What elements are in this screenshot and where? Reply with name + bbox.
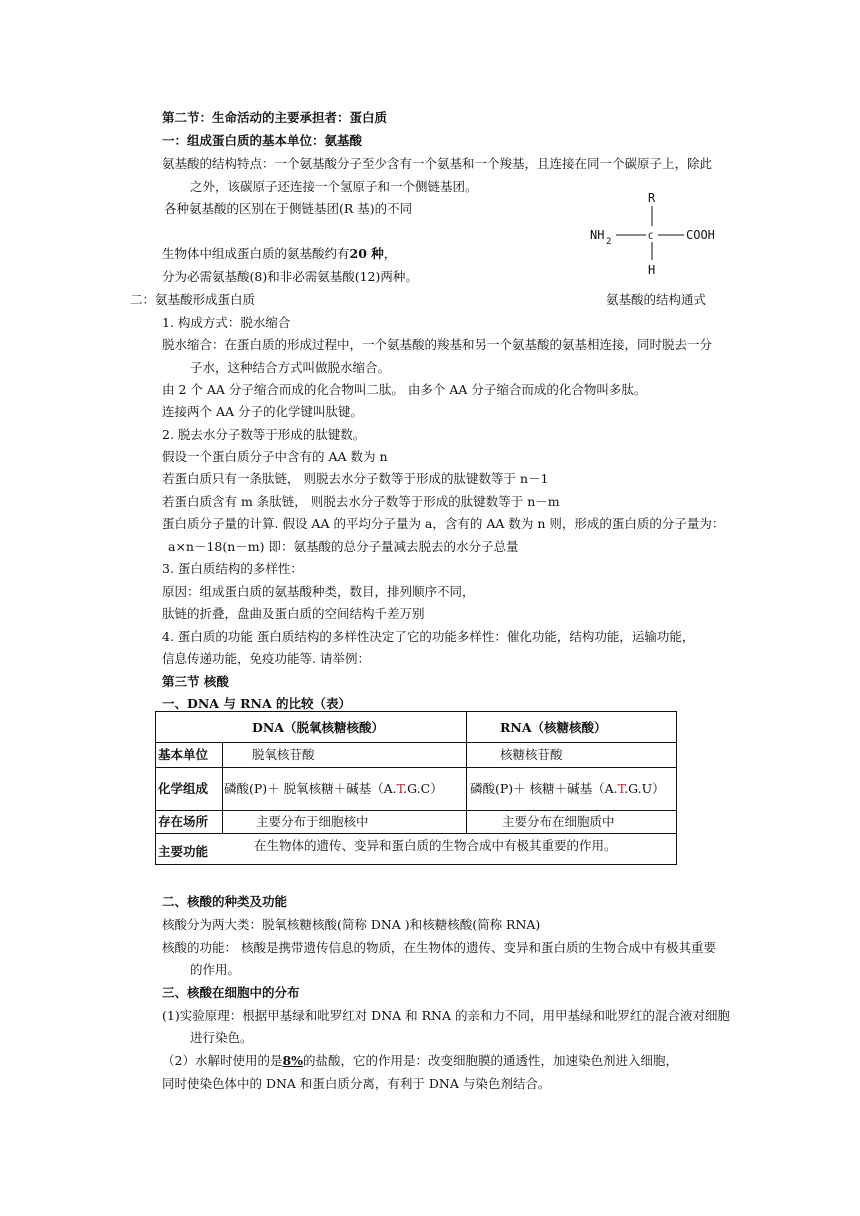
dna-composition-b: .G.C） [403,781,443,796]
amino-count-post: ， [383,246,397,261]
formula-h: H [648,263,656,277]
paragraph-two-types: 核酸分为两大类：脱氧核糖核酸(简称 DNA )和核糖核酸(简称 RNA) [162,917,541,932]
paragraph-functions: 信息传递功能，免疫功能等. 请举例： [162,651,370,666]
paragraph-aa-count: 假设一个蛋白质分子中含有的 AA 数为 n [162,449,388,464]
header-rna: RNA（核糖核酸） [500,720,607,735]
hydrolysis-percent: 8% [282,1053,304,1068]
table-row [156,834,676,864]
point-4: 4. 蛋白质的功能 蛋白质结构的多样性决定了它的功能多样性：催化功能，结构功能，运输功能， [162,629,695,644]
paragraph-nucleic-function-cont: 的作用。 [190,962,241,977]
paragraph-structure-feature-cont: 之外，该碳原子还连接一个氢原子和一个侧链基团。 [190,179,478,194]
table-header-row [156,712,676,743]
amino-acid-structural-formula [588,186,728,278]
row-label-location: 存在场所 [158,814,209,829]
paragraph-hydrolysis [162,1053,678,1069]
paragraph-diversity-cause: 原因：组成蛋白质的氨基酸种类，数目，排列顺序不同， [162,584,475,599]
paragraph-experiment-principle-cont: 进行染色。 [190,1030,253,1045]
heading-dna-rna-compare: 一、DNA 与 RNA 的比较（表） [162,696,352,711]
point-3: 3. 蛋白质结构的多样性： [162,561,303,576]
paragraph-mass-calc: 蛋白质分子量的计算. 假设 AA 的平均分子量为 a，含有的 AA 数为 n 则，形成的蛋白质的分子量为： [162,516,725,531]
formula-r: R [648,191,656,205]
nucleic-function: 在生物体的遗传、变异和蛋白质的生物合成中有极其重要的作用。 [254,838,617,853]
table-row [156,811,676,834]
table-row [156,768,676,811]
row-label-composition: 化学组成 [158,781,209,796]
heading-amino-acid-unit: 一：组成蛋白质的基本单位：氨基酸 [162,133,363,148]
amino-count-number: 20 种 [349,246,384,261]
paragraph-dehydration: 脱水缩合：在蛋白质的形成过程中，一个氨基酸的羧基和另一个氨基酸的氨基相连接，同时脱去一分 [162,337,713,352]
hydrolysis-post: 的盐酸，它的作用是：改变细胞膜的通透性，加速染色剂进入细胞， [303,1053,679,1068]
rna-composition-a: 磷酸(P)＋ 核糖＋碱基（A. [470,781,618,796]
point-2: 2. 脱去水分子数等于形成的肽键数。 [162,427,366,442]
paragraph-nucleic-function: 核酸的功能： 核酸是携带遗传信息的物质，在生物体的遗传、变异和蛋白质的生物合成中有极其重要 [162,940,716,955]
rna-composition-b: .G.U） [624,781,665,796]
formula-sub2: 2 [606,237,612,247]
paragraph-experiment-principle: (1)实验原理：根据甲基绿和吡罗红对 DNA 和 RNA 的亲和力不同，用甲基绿和吡罗红的混合液对细胞 [162,1008,730,1023]
table-divider-label [222,743,223,834]
dna-composition-t: T [396,781,404,796]
formula-caption: 氨基酸的结构通式 [606,292,707,307]
paragraph-chromatin: 同时使染色体中的 DNA 和蛋白质分离，有利于 DNA 与染色剂结合。 [162,1076,551,1091]
point-1: 1. 构成方式：脱水缩合 [162,315,291,330]
paragraph-dehydration-cont: 子水，这种结合方式叫做脱水缩合。 [190,360,391,375]
paragraph-essential: 分为必需氨基酸(8)和非必需氨基酸(12)两种。 [162,269,418,284]
section3-title: 第三节 核酸 [162,674,229,689]
paragraph-m-chains: 若蛋白质含有 m 条肽链， 则脱去水分子数等于形成的肽键数等于 n－m [162,494,560,509]
dna-rna-table [155,711,677,865]
table-row [156,743,676,768]
heading-nucleic-distribution: 三、核酸在细胞中的分布 [162,985,300,1000]
header-dna: DNA（脱氧核糖核酸） [252,720,384,735]
rna-composition-t: T [617,781,625,796]
hydrolysis-pre: （2）水解时使用的是 [162,1053,283,1068]
heading-nucleic-types: 二、核酸的种类及功能 [162,894,288,909]
paragraph-side-chain: 各种氨基酸的区别在于侧链基团(R 基)的不同 [164,201,413,216]
paragraph-amino-count [162,246,396,262]
paragraph-chain-folding: 肽链的折叠，盘曲及蛋白质的空间结构千差万别 [162,606,425,621]
rna-location: 主要分布在细胞质中 [502,814,615,829]
row-label-unit: 基本单位 [158,747,209,762]
paragraph-peptide-bond: 连接两个 AA 分子的化学键叫肽键。 [162,404,364,419]
paragraph-peptide: 由 2 个 AA 分子缩合而成的化合物叫二肽。 由多个 AA 分子缩合而成的化合物叫多肽。 [162,382,647,397]
paragraph-structure-feature: 氨基酸的结构特点：一个氨基酸分子至少含有一个氨基和一个羧基，且连接在同一个碳原子上，除此 [162,156,713,171]
dna-composition [224,781,443,797]
paragraph-mass-formula: a×n－18(n－m) 即：氨基酸的总分子量减去脱去的水分子总量 [168,539,519,554]
heading-protein-formation: 二：氨基酸形成蛋白质 [130,292,256,307]
dna-location: 主要分布于细胞核中 [256,814,369,829]
dna-unit: 脱氧核苷酸 [252,747,315,762]
formula-nh: NH [590,228,605,242]
formula-cooh: COOH [686,228,715,242]
row-label-function: 主要功能 [158,844,209,859]
formula-c: C [648,232,654,242]
section2-title: 第二节：生命活动的主要承担者：蛋白质 [162,110,388,125]
amino-count-pre: 生物体中组成蛋白质的氨基酸约有 [162,246,350,261]
rna-composition [470,781,665,797]
table-divider-middle [466,712,467,834]
rna-unit: 核糖核苷酸 [500,747,563,762]
dna-composition-a: 磷酸(P)＋ 脱氧核糖＋碱基（A. [224,781,397,796]
paragraph-one-chain: 若蛋白质只有一条肽链， 则脱去水分子数等于形成的肽键数等于 n－1 [162,471,549,486]
